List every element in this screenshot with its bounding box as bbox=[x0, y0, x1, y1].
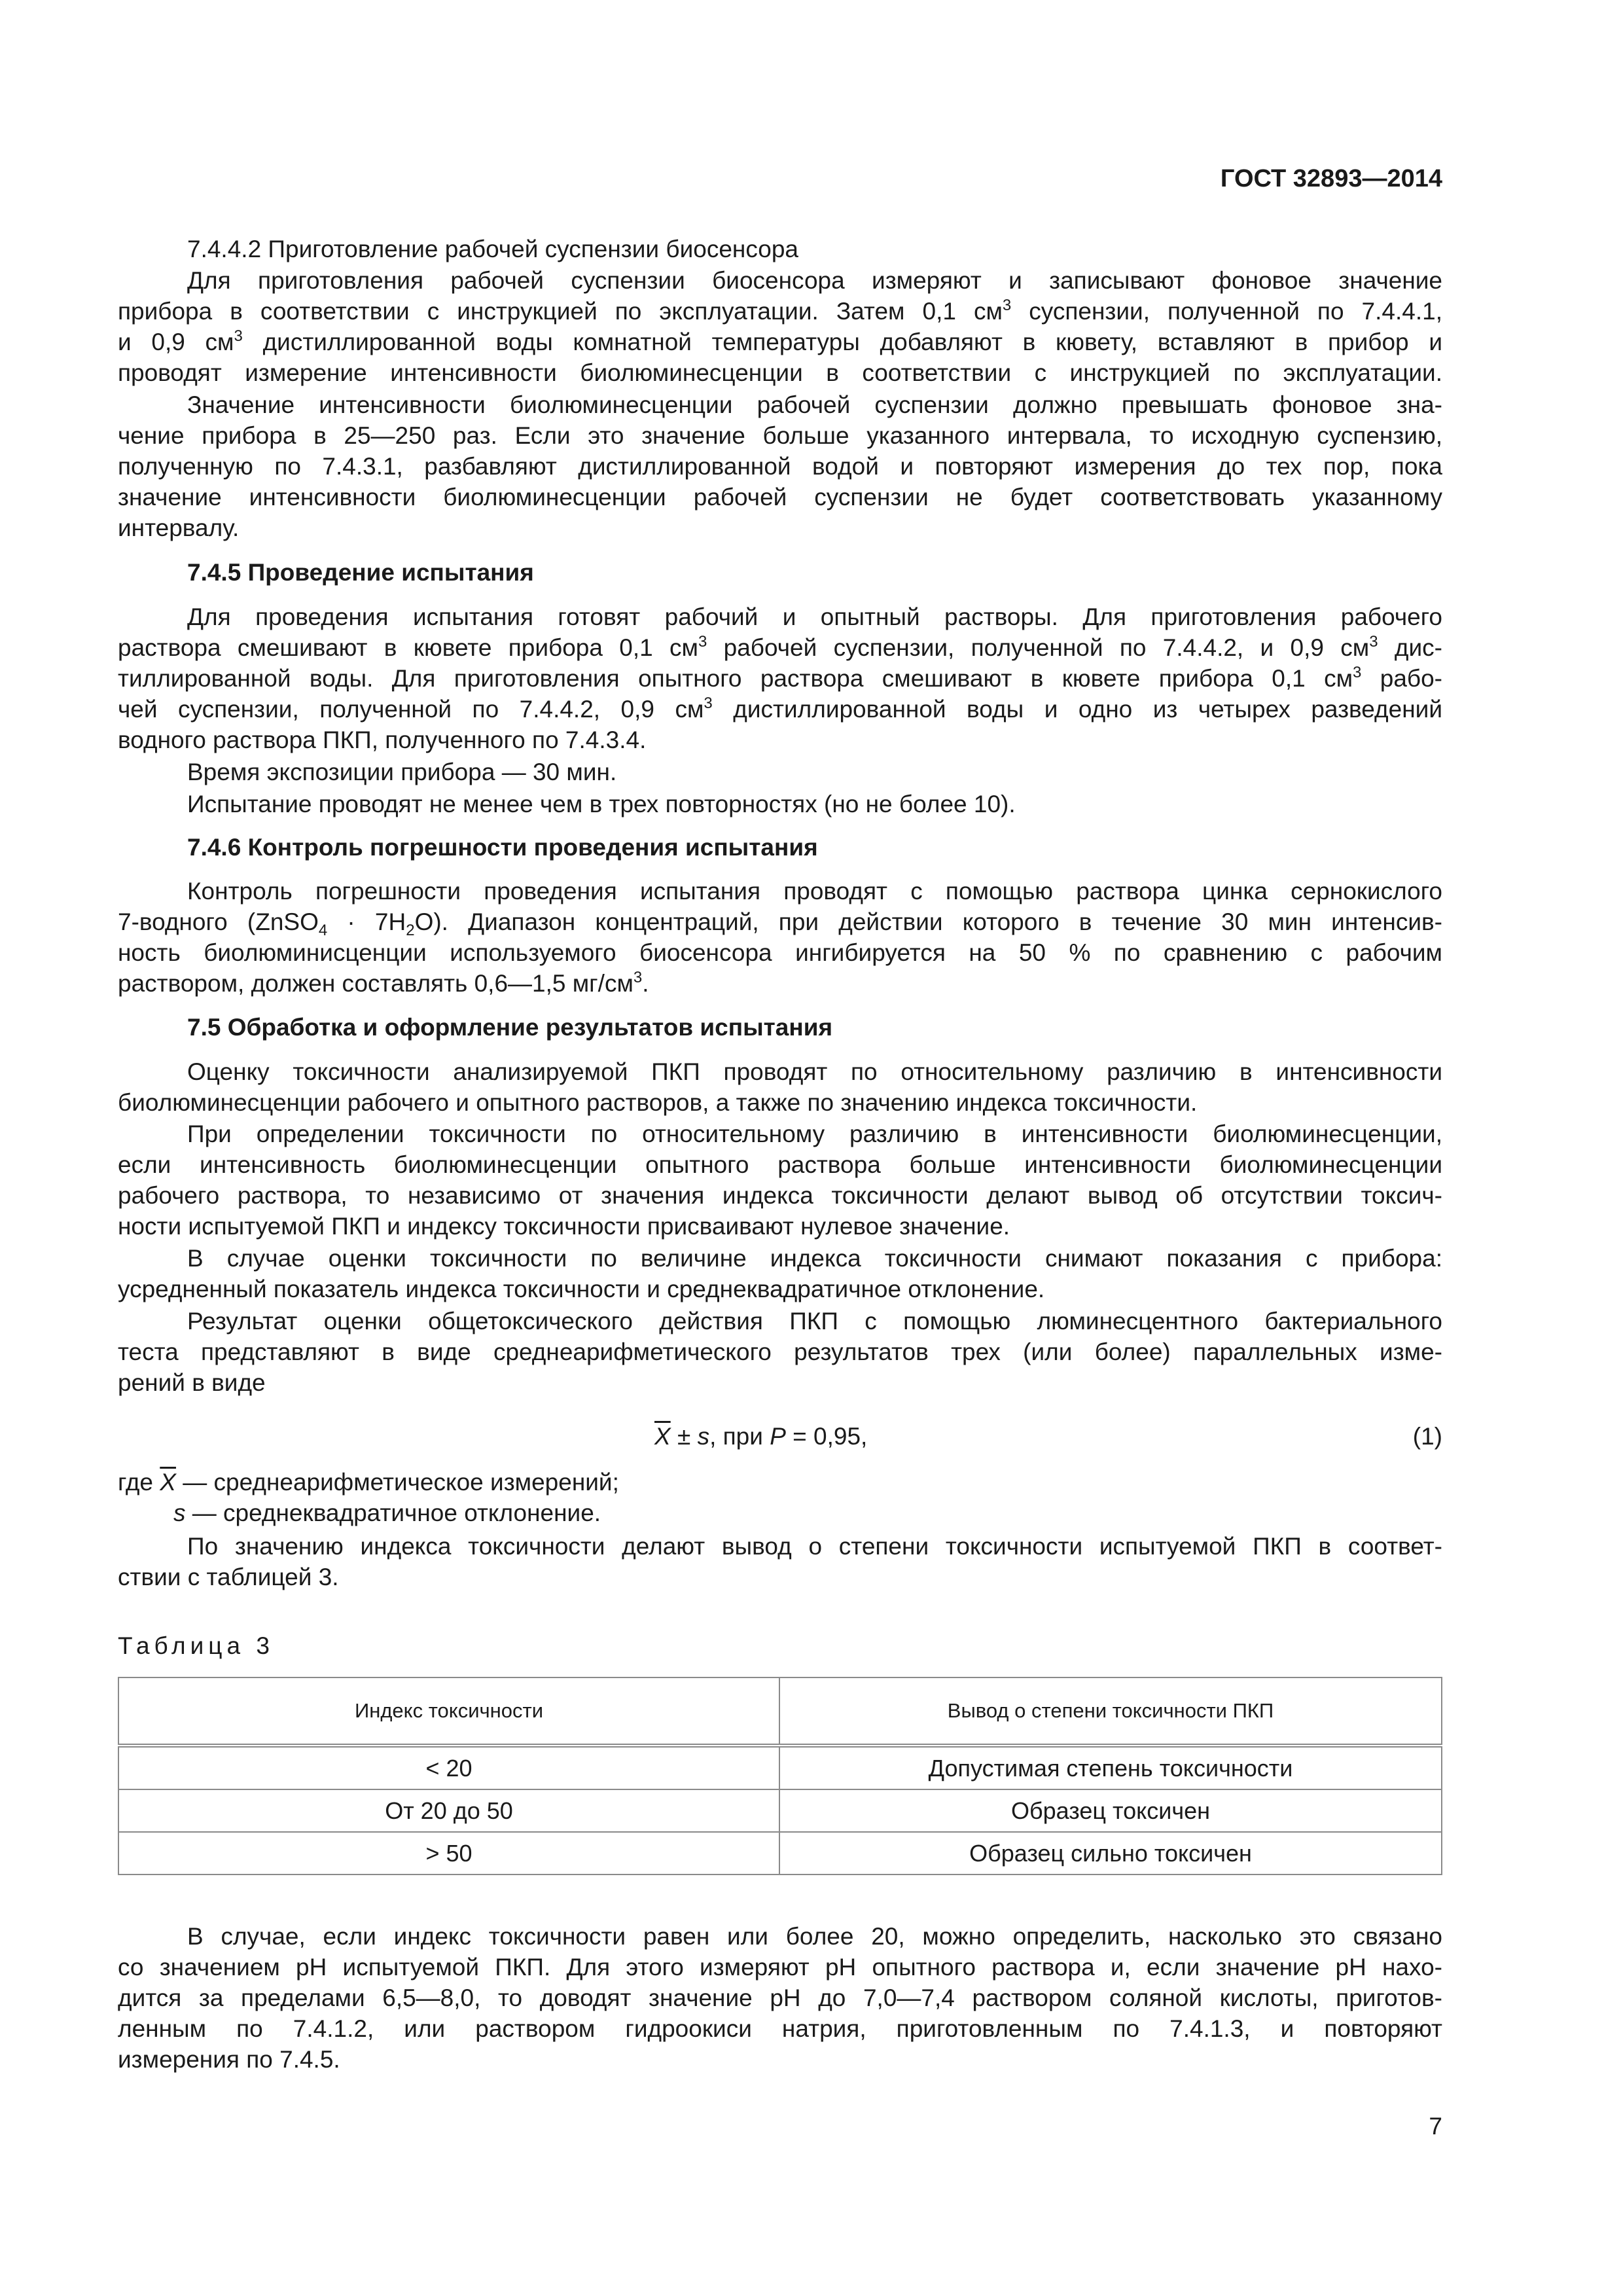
section-heading-7-4-6: 7.4.6 Контроль погрешности проведения испытания bbox=[187, 834, 818, 861]
paragraph-line: теста представляют в виде среднеарифметического результатов трех (или более) параллельных изме- bbox=[118, 1338, 1442, 1365]
paragraph-line: если интенсивность биолюминесценции опытного раствора больше интенсивности биолюминесценции bbox=[118, 1151, 1442, 1178]
paragraph-line: По значению индекса токсичности делают вывод о степени токсичности испытуемой ПКП в соответ- bbox=[187, 1533, 1442, 1560]
paragraph-line: полученную по 7.4.3.1, разбавляют дистиллированной водой и повторяют измерения до тех пор, пока bbox=[118, 453, 1442, 480]
paragraph-line: дится за пределами 6,5—8,0, то доводят значение рН до 7,0—7,4 раствором соляной кислоты, приготов- bbox=[118, 1984, 1442, 2011]
paragraph-line: Время экспозиции прибора — 30 мин. bbox=[187, 759, 617, 785]
paragraph-line: биолюминесценции рабочего и опытного растворов, а также по значению индекса токсичности. bbox=[118, 1089, 1198, 1116]
paragraph-line: прибора в соответствии с инструкцией по эксплуатации. Затем 0,1 $см^3$ суспензии, полученной по 7.4.4.1, bbox=[118, 296, 1442, 325]
paragraph-line: раствора смешивают в кювете прибора 0,1 $см^3$ рабочей суспензии, полученной по 7.4.4.2, и 0,9 $см^3$ дис- bbox=[118, 633, 1442, 661]
page-number: 7 bbox=[1429, 2113, 1442, 2140]
table-cell-index: От 20 до 50 bbox=[118, 1789, 779, 1832]
table-caption: Таблица 3 bbox=[118, 1632, 274, 1659]
paragraph-line: усредненный показатель индекса токсичности и среднеквадратичное отклонение. bbox=[118, 1276, 1045, 1302]
paragraph-line: Значение интенсивности биолюминесценции рабочей суспензии должно превышать фоновое зна- bbox=[187, 391, 1442, 418]
table-row bbox=[118, 1789, 1442, 1832]
paragraph-line: раствором, должен составлять 0,6—1,5 $мг/см^3$. bbox=[118, 969, 649, 997]
paragraph-line: Результат оценки общетоксического действия ПКП с помощью люминесцентного бактериального bbox=[187, 1308, 1442, 1335]
formula-mean-plus-minus-sd: $\overline{X} \pm s$, при P = 0,95, bbox=[654, 1423, 868, 1450]
toxicity-table bbox=[118, 1677, 1442, 1875]
paragraph-line: Для проведения испытания готовят рабочий и опытный растворы. Для приготовления рабочего bbox=[187, 603, 1442, 630]
document-code: ГОСТ 32893—2014 bbox=[1220, 165, 1442, 192]
table-cell-index: < 20 bbox=[118, 1746, 779, 1789]
table-row bbox=[118, 1832, 1442, 1874]
table-row bbox=[118, 1746, 1442, 1789]
where-line: s — среднеквадратичное отклонение. bbox=[173, 1499, 601, 1526]
where-line: где $\overline{X}$ — среднеарифметическое измерений; bbox=[118, 1469, 619, 1496]
paragraph-line: Для приготовления рабочей суспензии биосенсора измеряют и записывают фоновое значение bbox=[187, 267, 1442, 294]
paragraph-line: и 0,9 $см^3$ дистиллированной воды комнатной температуры добавляют в кювету, вставляют в прибор и bbox=[118, 327, 1442, 355]
section-heading-7-4-5: 7.4.5 Проведение испытания bbox=[187, 559, 534, 586]
paragraph-line: ность биолюминисценции используемого биосенсора ингибируется на 50 % по сравнению с рабочим bbox=[118, 939, 1442, 966]
table-header-conclusion: Вывод о степени токсичности ПКП bbox=[779, 1677, 1442, 1746]
section-heading-7-5: 7.5 Обработка и оформление результатов испытания bbox=[187, 1014, 833, 1041]
paragraph-line: проводят измерение интенсивности биолюминесценции в соответствии с инструкцией по эксплуатации. bbox=[118, 359, 1442, 386]
table-cell-conclusion: Допустимая степень токсичности bbox=[779, 1746, 1442, 1789]
paragraph-line: чение прибора в 25—250 раз. Если это значение больше указанного интервала, то исходную суспензию, bbox=[118, 422, 1442, 449]
paragraph-line: В случае оценки токсичности по величине индекса токсичности снимают показания с прибора: bbox=[187, 1245, 1442, 1272]
subsection-heading-7-4-4-2: 7.4.4.2 Приготовление рабочей суспензии биосенсора bbox=[187, 236, 798, 262]
paragraph-line: ности испытуемой ПКП и индексу токсичности присваивают нулевое значение. bbox=[118, 1213, 1010, 1240]
table-cell-conclusion: Образец сильно токсичен bbox=[779, 1832, 1442, 1874]
paragraph-line: ленным по 7.4.1.2, или раствором гидроокиси натрия, приготовленным по 7.4.1.3, и повторяют bbox=[118, 2015, 1442, 2042]
paragraph-line: значение интенсивности биолюминесценции рабочей суспензии не будет соответствовать указанному bbox=[118, 484, 1442, 511]
paragraph-line: Контроль погрешности проведения испытания проводят с помощью раствора цинка сернокислого bbox=[187, 878, 1442, 905]
paragraph-line: При определении токсичности по относительному различию в интенсивности биолюминесценции, bbox=[187, 1121, 1442, 1147]
paragraph-line: В случае, если индекс токсичности равен или более 20, можно определить, насколько это связано bbox=[187, 1923, 1442, 1950]
paragraph-line: Оценку токсичности анализируемой ПКП проводят по относительному различию в интенсивности bbox=[187, 1058, 1442, 1085]
paragraph-line: тиллированной воды. Для приготовления опытного раствора смешивают в кювете прибора 0,1 $см^3$ рабо- bbox=[118, 664, 1442, 692]
paragraph-line: рений в виде bbox=[118, 1369, 266, 1396]
paragraph-line: со значением рН испытуемой ПКП. Для этого измеряют рН опытного раствора и, если значение рН нахо- bbox=[118, 1954, 1442, 1981]
paragraph-line: рабочего раствора, то независимо от значения индекса токсичности делают вывод об отсутствии токсич- bbox=[118, 1182, 1442, 1209]
table-cell-conclusion: Образец токсичен bbox=[779, 1789, 1442, 1832]
paragraph-line: водного раствора ПКП, полученного по 7.4.3.4. bbox=[118, 726, 647, 753]
table-header-index: Индекс токсичности bbox=[118, 1677, 779, 1746]
paragraph-line: 7-водного (ZnSO$_4$ · $7H_2O$). Диапазон концентраций, при действии которого в течение 30 мин интенсив- bbox=[118, 908, 1442, 939]
paragraph-line: чей суспензии, полученной по 7.4.4.2, 0,9 $см^3$ дистиллированной воды и одно из четырех разведений bbox=[118, 694, 1442, 723]
paragraph-line: ствии с таблицей 3. bbox=[118, 1564, 339, 1590]
paragraph-line: Испытание проводят не менее чем в трех повторностях (но не более 10). bbox=[187, 791, 1016, 817]
paragraph-line: интервалу. bbox=[118, 514, 240, 541]
paragraph-line: измерения по 7.4.5. bbox=[118, 2046, 340, 2073]
table-cell-index: > 50 bbox=[118, 1832, 779, 1874]
formula-number: (1) bbox=[1412, 1423, 1442, 1450]
